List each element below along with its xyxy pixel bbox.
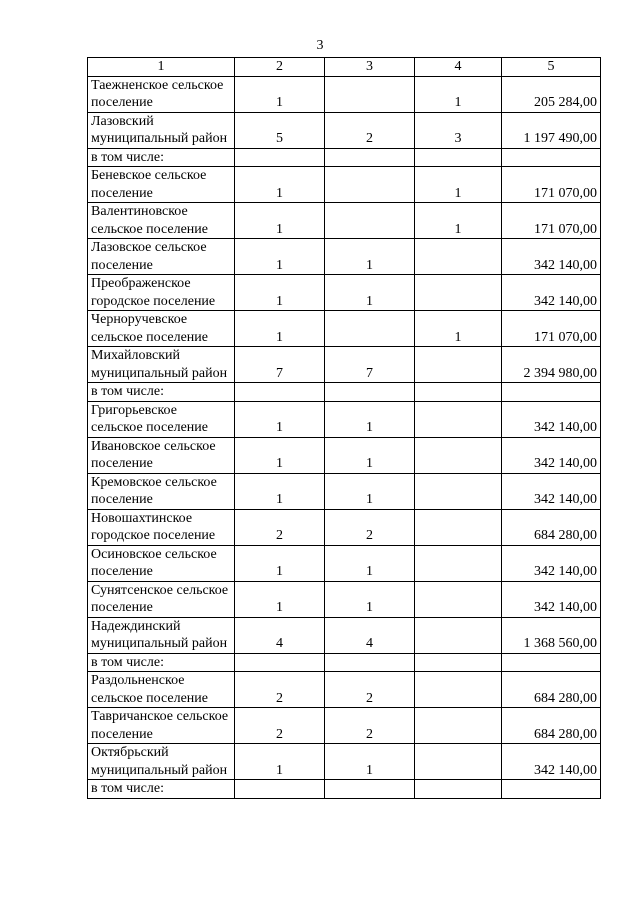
row-col-4-cell: 1 (415, 311, 502, 347)
row-col-4-cell (415, 653, 502, 672)
row-name-cell: Сунятсенское сельское поселение (88, 581, 235, 617)
table-row (88, 275, 601, 311)
header-col-4: 4 (415, 58, 502, 77)
table-row (88, 545, 601, 581)
table-row (88, 437, 601, 473)
table-row (88, 509, 601, 545)
row-name-cell: Октябрьский муниципальный район (88, 744, 235, 780)
row-amount-cell: 342 140,00 (502, 401, 601, 437)
row-name-cell: Кремовское сельское поселение (88, 473, 235, 509)
row-col-2-cell: 4 (235, 617, 325, 653)
row-col-4-cell (415, 780, 502, 799)
row-col-3-cell: 1 (325, 437, 415, 473)
table-row (88, 617, 601, 653)
table-row (88, 653, 601, 672)
row-amount-cell: 171 070,00 (502, 167, 601, 203)
header-col-2: 2 (235, 58, 325, 77)
header-col-3: 3 (325, 58, 415, 77)
table-row (88, 780, 601, 799)
row-col-4-cell (415, 437, 502, 473)
row-col-2-cell: 1 (235, 744, 325, 780)
row-amount-cell: 342 140,00 (502, 581, 601, 617)
row-col-3-cell: 1 (325, 545, 415, 581)
row-col-4-cell (415, 708, 502, 744)
table-row (88, 383, 601, 402)
row-name-cell: Валентиновское сельское поселение (88, 203, 235, 239)
row-col-4-cell (415, 275, 502, 311)
row-name-cell: в том числе: (88, 148, 235, 167)
row-col-4-cell: 1 (415, 203, 502, 239)
row-col-4-cell (415, 617, 502, 653)
row-amount-cell: 342 140,00 (502, 473, 601, 509)
row-amount-cell (502, 383, 601, 402)
row-col-3-cell: 1 (325, 744, 415, 780)
row-col-4-cell (415, 581, 502, 617)
row-name-cell: Раздольненское сельское поселение (88, 672, 235, 708)
table-row (88, 708, 601, 744)
page-number: 3 (316, 38, 324, 53)
row-col-3-cell: 1 (325, 581, 415, 617)
row-col-2-cell: 1 (235, 545, 325, 581)
row-amount-cell: 342 140,00 (502, 744, 601, 780)
row-name-cell: Лазовский муниципальный район (88, 112, 235, 148)
row-col-4-cell (415, 744, 502, 780)
row-name-cell: Тавричанское сельское поселение (88, 708, 235, 744)
row-amount-cell (502, 148, 601, 167)
row-col-2-cell: 1 (235, 167, 325, 203)
row-col-4-cell (415, 509, 502, 545)
table-row (88, 148, 601, 167)
row-col-3-cell: 1 (325, 239, 415, 275)
row-col-3-cell (325, 311, 415, 347)
row-col-3-cell (325, 383, 415, 402)
row-col-3-cell: 2 (325, 112, 415, 148)
row-amount-cell: 342 140,00 (502, 239, 601, 275)
row-amount-cell: 684 280,00 (502, 672, 601, 708)
row-col-2-cell: 1 (235, 275, 325, 311)
row-name-cell: Преображенское городское поселение (88, 275, 235, 311)
row-name-cell: Михайловский муниципальный район (88, 347, 235, 383)
row-amount-cell: 2 394 980,00 (502, 347, 601, 383)
row-name-cell: Надеждинский муниципальный район (88, 617, 235, 653)
row-col-2-cell: 2 (235, 509, 325, 545)
row-col-2-cell (235, 148, 325, 167)
row-col-2-cell: 1 (235, 581, 325, 617)
row-col-4-cell: 1 (415, 167, 502, 203)
row-col-2-cell: 1 (235, 311, 325, 347)
row-col-3-cell (325, 780, 415, 799)
row-col-2-cell: 2 (235, 672, 325, 708)
table-row (88, 401, 601, 437)
row-amount-cell: 342 140,00 (502, 437, 601, 473)
row-amount-cell: 684 280,00 (502, 708, 601, 744)
row-col-4-cell (415, 347, 502, 383)
table-row (88, 311, 601, 347)
row-col-3-cell: 4 (325, 617, 415, 653)
table-row (88, 744, 601, 780)
row-col-2-cell: 7 (235, 347, 325, 383)
row-col-4-cell (415, 545, 502, 581)
row-col-2-cell: 1 (235, 473, 325, 509)
row-name-cell: в том числе: (88, 383, 235, 402)
table-row (88, 112, 601, 148)
row-name-cell: в том числе: (88, 780, 235, 799)
row-name-cell: Черноручевское сельское поселение (88, 311, 235, 347)
row-col-3-cell (325, 653, 415, 672)
row-col-4-cell (415, 473, 502, 509)
table-row (88, 581, 601, 617)
table-row (88, 347, 601, 383)
table-row (88, 672, 601, 708)
table-header-row (88, 58, 601, 77)
row-col-3-cell: 2 (325, 509, 415, 545)
row-col-4-cell (415, 148, 502, 167)
allocation-table (87, 57, 601, 799)
row-name-cell: Григорьевское сельское поселение (88, 401, 235, 437)
row-amount-cell: 342 140,00 (502, 545, 601, 581)
row-col-2-cell (235, 653, 325, 672)
row-name-cell: Ивановское сельское поселение (88, 437, 235, 473)
row-name-cell: Осиновское сельское поселение (88, 545, 235, 581)
row-name-cell: Таежненское сельское поселение (88, 76, 235, 112)
row-col-3-cell (325, 76, 415, 112)
row-name-cell: Беневское сельское поселение (88, 167, 235, 203)
row-col-4-cell (415, 672, 502, 708)
row-col-3-cell: 2 (325, 708, 415, 744)
row-col-4-cell (415, 401, 502, 437)
row-amount-cell: 205 284,00 (502, 76, 601, 112)
row-col-2-cell: 1 (235, 76, 325, 112)
table-body (88, 58, 601, 799)
row-col-2-cell (235, 780, 325, 799)
row-amount-cell (502, 653, 601, 672)
header-col-1: 1 (88, 58, 235, 77)
row-col-4-cell (415, 383, 502, 402)
row-col-2-cell: 1 (235, 401, 325, 437)
row-name-cell: Лазовское сельское поселение (88, 239, 235, 275)
row-amount-cell: 684 280,00 (502, 509, 601, 545)
row-col-2-cell: 2 (235, 708, 325, 744)
row-col-3-cell: 1 (325, 275, 415, 311)
row-col-3-cell: 2 (325, 672, 415, 708)
row-col-2-cell: 1 (235, 437, 325, 473)
row-amount-cell: 342 140,00 (502, 275, 601, 311)
row-col-2-cell (235, 383, 325, 402)
table-row (88, 239, 601, 275)
row-col-3-cell (325, 203, 415, 239)
row-amount-cell: 1 368 560,00 (502, 617, 601, 653)
row-name-cell: Новошахтинское городское поселение (88, 509, 235, 545)
row-col-3-cell (325, 148, 415, 167)
row-name-cell: в том числе: (88, 653, 235, 672)
row-col-2-cell: 1 (235, 239, 325, 275)
table-row (88, 167, 601, 203)
row-col-3-cell: 1 (325, 473, 415, 509)
row-col-2-cell: 5 (235, 112, 325, 148)
row-amount-cell: 171 070,00 (502, 311, 601, 347)
row-col-3-cell (325, 167, 415, 203)
row-col-4-cell (415, 239, 502, 275)
row-col-4-cell: 1 (415, 76, 502, 112)
table-row (88, 76, 601, 112)
row-col-3-cell: 7 (325, 347, 415, 383)
row-amount-cell: 1 197 490,00 (502, 112, 601, 148)
table-row (88, 473, 601, 509)
row-col-4-cell: 3 (415, 112, 502, 148)
row-col-2-cell: 1 (235, 203, 325, 239)
table-row (88, 203, 601, 239)
row-amount-cell: 171 070,00 (502, 203, 601, 239)
header-col-5: 5 (502, 58, 601, 77)
row-amount-cell (502, 780, 601, 799)
row-col-3-cell: 1 (325, 401, 415, 437)
